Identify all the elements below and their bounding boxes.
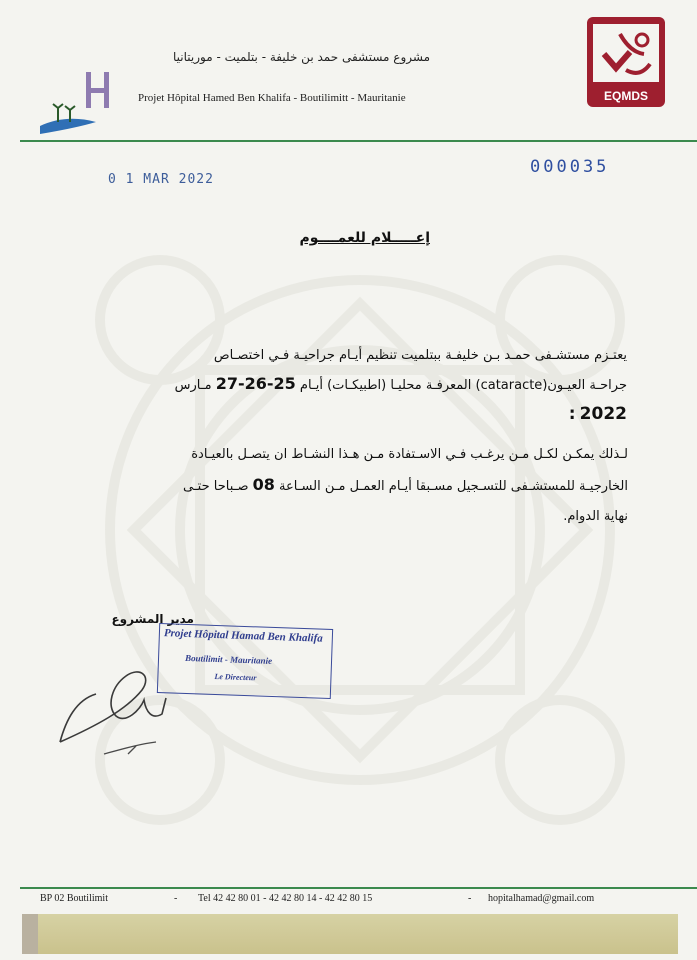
footer-separator: - <box>174 893 178 904</box>
paragraph-text: صـباحا حتـى <box>183 479 249 494</box>
paragraph-registration <box>78 440 628 532</box>
paragraph-announcement <box>82 342 627 430</box>
paragraph-line: نهاية الدوام. <box>563 509 628 524</box>
footer-email: hopitalhamad@gmail.com <box>488 893 595 904</box>
paragraph-line <box>78 470 628 502</box>
footer-band <box>38 914 678 954</box>
footer-separator: - <box>468 893 472 904</box>
registration-hour: 08 <box>252 475 275 494</box>
paragraph-line: لـذلك يمكـن لكـل مـن يرغـب فـي الاسـتفادة مـن هـذا النشـاط ان يتصـل بالعيـادة <box>191 447 628 462</box>
paragraph-line <box>82 370 627 400</box>
hospital-logo-icon <box>36 38 126 138</box>
paragraph-text: الخارجيـة للمستشـفى للتسـجيل مسـبقا أيـام العمـل مـن السـاعة <box>279 479 628 494</box>
header-french-title: Projet Hôpital Hamed Ben Khalifa - Boutilimitt - Mauritanie <box>138 92 406 104</box>
surgery-month: مـارس <box>174 378 212 393</box>
handwritten-signature-icon <box>56 650 256 760</box>
reference-number: 000035 <box>530 157 610 177</box>
paragraph-line <box>82 400 627 430</box>
surgery-days: 25-26-27 <box>215 374 296 393</box>
eqmds-logo-text: EQMDS <box>603 89 649 103</box>
eqmds-logo-icon <box>586 16 666 108</box>
footer-phones: Tel 42 42 80 01 - 42 42 80 14 - 42 42 80 15 <box>198 893 373 904</box>
watermark-pattern <box>40 200 680 880</box>
stamp-line: Boutilimit - Mauritanie <box>184 652 273 666</box>
surgery-year: 2022 <box>579 404 627 424</box>
signatory-title: مدير المشروع <box>111 612 194 626</box>
punctuation: : <box>568 404 576 424</box>
stamp-line: Projet Hôpital Hamad Ben Khalifa <box>163 627 323 645</box>
header-divider <box>20 140 697 142</box>
document-title: إعـــــلام للعمــــوم <box>299 230 430 246</box>
footer-divider <box>20 887 697 889</box>
stamp-line: Le Directeur <box>214 671 257 683</box>
footer-address: BP 02 Boutilimit <box>40 893 108 904</box>
header-arabic-title: مشروع مستشفى حمد بن خليفة - بتلميت - موريتانيا <box>173 50 430 64</box>
footer-decor <box>22 914 38 954</box>
paragraph-line: يعتـزم مستشـفى حمـد بـن خليفـة ببتلميت تنظيم أيـام جراحيـة فـي اختصـاص <box>213 348 627 363</box>
date-stamp: 0 1 MAR 2022 <box>108 172 214 187</box>
paragraph-text: جراحـة العيـون(cataracte) المعرفـة محليـا (اطبيكـات) أيـام <box>299 378 627 393</box>
